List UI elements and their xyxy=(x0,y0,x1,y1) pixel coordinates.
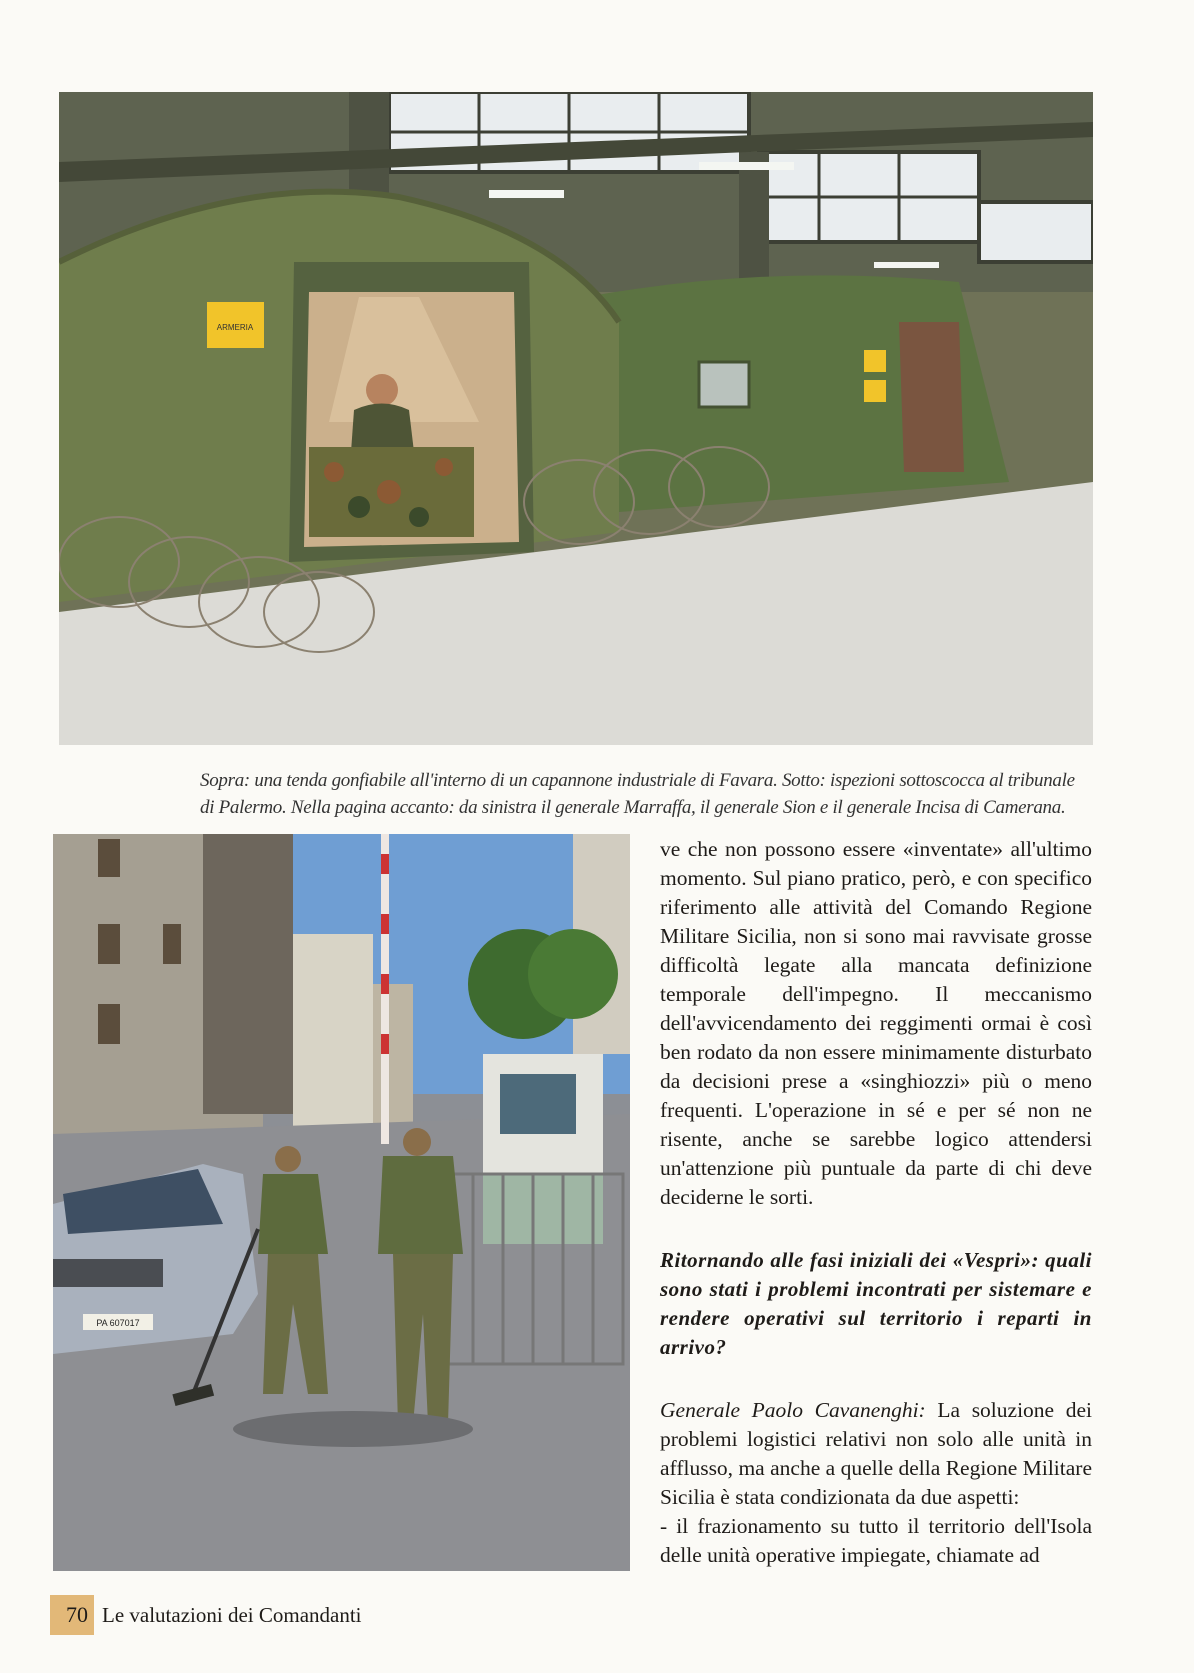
photo-tent-warehouse xyxy=(59,92,1093,745)
interview-question: Ritornando alle fasi iniziali dei «Vespri»: quali sono stati i problemi incontrati per sistemare e rendere operativi sul territorio i reparti in arrivo? xyxy=(660,1248,1092,1359)
page-footer xyxy=(50,1595,362,1635)
page-number: 70 xyxy=(50,1595,94,1635)
caption-line-1: Sopra: una tenda gonfiabile all'interno di un capannone industriale di Favara. Sotto: ispezioni sottoscocca al tribunale xyxy=(200,770,1075,791)
license-plate-text: PA 607017 xyxy=(96,1318,140,1328)
interview-answer xyxy=(660,1396,1092,1512)
section-title: Le valutazioni dei Comandanti xyxy=(102,1602,362,1627)
article-paragraph: ve che non possono essere «inventate» all'ultimo momento. Sul piano pratico, però, e con specifico riferimento alle attività del Comando Regione Militare Sicilia, non si sono mai ravvisate grosse difficoltà legate alla mancata definizione temporale dell'impegno. Il meccanismo dell'avvicendamento dei reggimenti ormai è così ben rodato da non essere minimamente disturbato da decisioni prese a «singhiozzi» più o meno frequenti. L'operazione in sé e per sé non ne risente, anche se sarebbe logico attendersi un'attenzione più puntuale da parte di chi deve deciderne le sorti. xyxy=(660,837,1092,1209)
answer-text: La soluzione dei problemi logistici relativi non solo alle unità in afflusso, ma anche a quelle della Regione Militare Sicilia è stata condizionata da due aspetti: xyxy=(660,1398,1093,1509)
caption-line-2: di Palermo. Nella pagina accanto: da sinistra il generale Marraffa, il generale Sion e il generale Incisa di Camerana. xyxy=(200,797,1066,818)
photo-vehicle-inspection xyxy=(53,834,630,1571)
article-column xyxy=(660,835,1092,1570)
answer-list-item: - il frazionamento su tutto il territorio dell'Isola delle unità operative impiegate, chiamate ad xyxy=(660,1514,1092,1567)
speaker-name: Generale Paolo Cavanenghi: xyxy=(660,1398,926,1422)
tent-sign-text: ARMERIA xyxy=(216,323,254,332)
photo-caption xyxy=(200,767,1100,821)
